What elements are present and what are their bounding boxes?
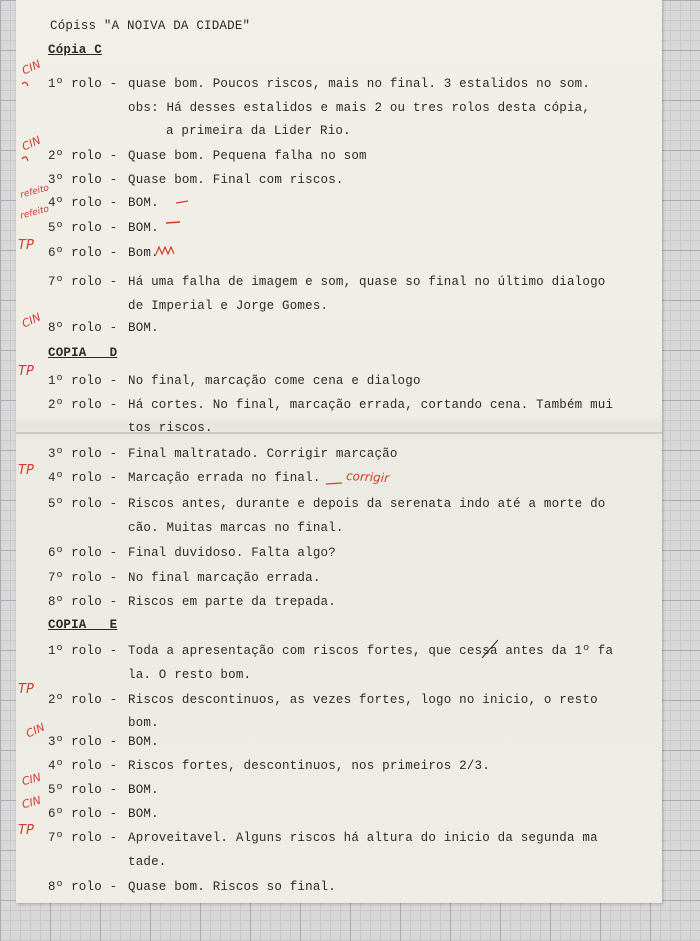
margin-note-cin: CIN [20, 770, 43, 789]
reel-label: 3º rolo - [48, 447, 118, 461]
reel-label: 1º rolo - [48, 644, 118, 658]
reel-note: Toda a apresentação com riscos fortes, que cessa antes da 1º fa [128, 644, 614, 658]
reel-note: la. O resto bom. [128, 668, 252, 682]
reel-label: 4º rolo - [48, 471, 118, 485]
reel-note: cão. Muitas marcas no final. [128, 521, 344, 535]
section-heading-copia-e: COPIA _ E [48, 618, 118, 632]
reel-label: 7º rolo - [48, 831, 118, 845]
section-heading-copia-c: Cópia C [48, 43, 102, 57]
reel-label: 5º rolo - [48, 497, 118, 511]
pen-scribble-mark [156, 247, 174, 254]
document-title: Cópiss "A NOIVA DA CIDADE" [50, 19, 251, 33]
reel-label: 2º rolo - [48, 149, 118, 163]
margin-note-refeito: refeito [19, 183, 51, 201]
margin-note-tp: TP [18, 364, 34, 379]
pen-marks-layer [16, 0, 662, 903]
reel-note: BOM. [128, 196, 159, 210]
margin-note-tp: TP [18, 463, 34, 478]
reel-label: 1º rolo - [48, 77, 118, 91]
reel-label: 4º rolo - [48, 759, 118, 773]
reel-note: BOM. [128, 735, 159, 749]
reel-note: de Imperial e Jorge Gomes. [128, 299, 329, 313]
reel-label: 2º rolo - [48, 693, 118, 707]
reel-note: tos riscos. [128, 421, 213, 435]
reel-note: Há cortes. No final, marcação errada, cortando cena. Também mui [128, 398, 614, 412]
reel-note: Quase bom. Final com riscos. [128, 173, 344, 187]
reel-label: 4º rolo - [48, 196, 118, 210]
document-page [16, 0, 662, 903]
margin-note-corrigir: corrigir [345, 468, 390, 486]
pen-slash-mark [482, 640, 498, 658]
reel-label: 6º rolo - [48, 246, 118, 260]
reel-label: 6º rolo - [48, 546, 118, 560]
reel-label: 8º rolo - [48, 880, 118, 894]
reel-note: bom. [128, 716, 159, 730]
margin-note-cin: CIN [19, 310, 43, 331]
reel-label: 8º rolo - [48, 595, 118, 609]
pen-dash-mark [176, 201, 188, 203]
reel-note: quase bom. Poucos riscos, mais no final. 3 estalidos no som. [128, 77, 591, 91]
reel-note: Final duvidoso. Falta algo? [128, 546, 336, 560]
pen-dash-mark [326, 483, 342, 484]
section-heading-copia-d: COPIA _ D [48, 346, 118, 360]
reel-label: 6º rolo - [48, 807, 118, 821]
reel-note: tade. [128, 855, 167, 869]
reel-note: BOM. [128, 807, 159, 821]
margin-note-cin: CIN [20, 793, 43, 812]
margin-note-cin: CIN [19, 133, 43, 154]
margin-note-tp: TP [18, 823, 34, 838]
reel-note: Riscos descontinuos, as vezes fortes, logo no inicio, o resto [128, 693, 598, 707]
reel-label: 7º rolo - [48, 275, 118, 289]
reel-label: 8º rolo - [48, 321, 118, 335]
reel-label: 3º rolo - [48, 173, 118, 187]
reel-note: No final, marcação come cena e dialogo [128, 374, 421, 388]
reel-note: Riscos em parte da trepada. [128, 595, 336, 609]
reel-label: 5º rolo - [48, 221, 118, 235]
reel-note: BOM. [128, 783, 159, 797]
margin-note-tp: TP [18, 238, 34, 253]
reel-note: Marcação errada no final. [128, 471, 321, 485]
reel-note: Há uma falha de imagem e som, quase so final no último dialogo [128, 275, 606, 289]
reel-note: No final marcação errada. [128, 571, 321, 585]
margin-note-refeito: refeito [19, 204, 51, 222]
pen-tick-mark [22, 157, 28, 161]
pen-dash-mark [166, 222, 180, 223]
reel-note: Aproveitavel. Alguns riscos há altura do inicio da segunda ma [128, 831, 598, 845]
reel-note: Riscos fortes, descontinuos, nos primeiros 2/3. [128, 759, 490, 773]
margin-note-tp: TP [18, 682, 34, 697]
reel-note: Riscos antes, durante e depois da serenata indo até a morte do [128, 497, 606, 511]
reel-note: BOM. [128, 221, 159, 235]
reel-note: obs: Há desses estalidos e mais 2 ou tres rolos desta cópia, [128, 101, 591, 115]
reel-label: 5º rolo - [48, 783, 118, 797]
pen-tick-mark [22, 82, 28, 86]
reel-label: 2º rolo - [48, 398, 118, 412]
margin-note-cin: CIN [19, 57, 43, 78]
reel-label: 3º rolo - [48, 735, 118, 749]
margin-note-cin: CIN [23, 720, 47, 741]
reel-note: a primeira da Lider Rio. [166, 124, 351, 138]
reel-label: 7º rolo - [48, 571, 118, 585]
reel-note: Final maltratado. Corrigir marcação [128, 447, 398, 461]
reel-note: Quase bom. Riscos so final. [128, 880, 336, 894]
reel-note: BOM. [128, 321, 159, 335]
reel-note: Bom. [128, 246, 159, 260]
reel-note: Quase bom. Pequena falha no som [128, 149, 367, 163]
reel-label: 1º rolo - [48, 374, 118, 388]
